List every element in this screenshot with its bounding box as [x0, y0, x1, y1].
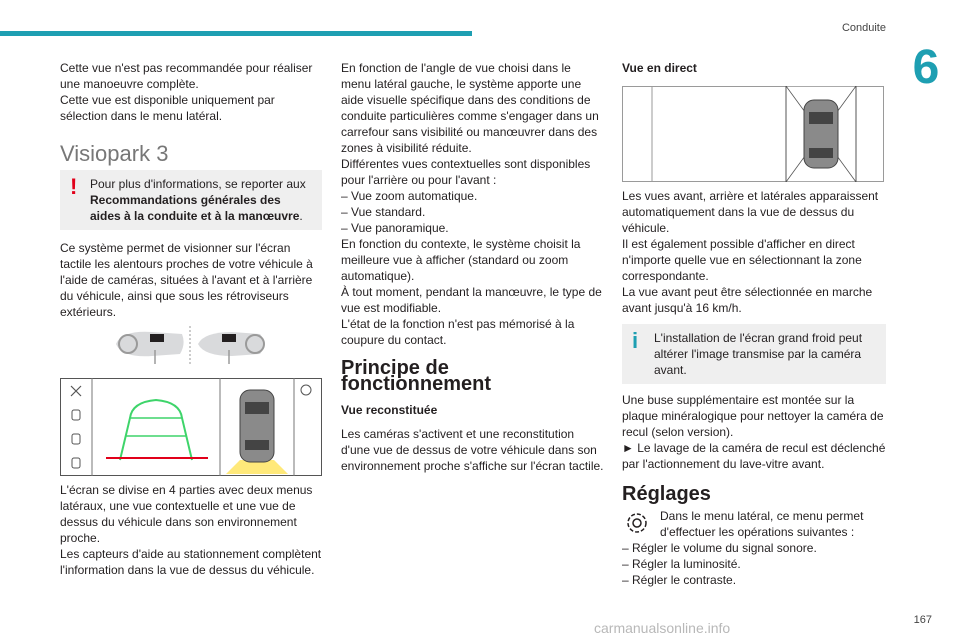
- paragraph: Une buse supplémentaire est montée sur la plaque minéralogique pour nettoyer la caméra de recul (selon version).: [622, 393, 884, 439]
- paragraph: Les vues avant, arrière et latérales apparaissent automatiquement dans la vue de dessus du véhicule.: [622, 189, 879, 235]
- chapter-accent-bar: [0, 31, 472, 36]
- paragraph: L'état de la fonction n'est pas mémorisé à la coupure du contact.: [341, 317, 575, 347]
- live-view-illustration: [622, 86, 884, 182]
- info-icon: i: [632, 328, 639, 353]
- paragraph: En fonction de l'angle de vue choisi dans le menu latéral gauche, le système apporte une aide visuelle spécifique dans des conditions de conduite particulières comme s'engager dans un carrefour sans visibilité ou manœuvrer dans des zones à visibilité réduite.: [341, 61, 599, 155]
- paragraph: La vue avant peut être sélectionnée en marche avant jusqu'à 16 km/h.: [622, 285, 873, 315]
- paragraph: Cette vue est disponible uniquement par sélection dans le menu latéral.: [60, 93, 275, 123]
- section-heading: Visiopark 3: [60, 141, 169, 166]
- warning-note: ! Pour plus d'informations, se reporter aux Recommandations générales des aides à la conduite et à la manœuvre.: [60, 170, 322, 230]
- page-number: 167: [913, 614, 932, 626]
- column-3-body: [622, 188, 886, 588]
- paragraph: Les caméras s'activent et une reconstitution d'une vue de dessus de votre véhicule dans son environnement proche s'affiche sur l'écran tactile.: [341, 427, 604, 473]
- info-note: i L'installation de l'écran grand froid peut altérer l'image transmise par la caméra avant.: [622, 324, 886, 384]
- paragraph: Différentes vues contextuelles sont disponibles pour l'arrière ou pour l'avant :: [341, 157, 591, 187]
- section-heading: Réglages: [622, 483, 711, 505]
- column-3: [622, 60, 886, 76]
- section-heading: Principe de fonctionnement: [341, 357, 491, 395]
- watermark: carmanualsonline.info: [594, 620, 731, 636]
- section-title: Conduite: [841, 22, 886, 34]
- paragraph: À tout moment, pendant la manœuvre, le type de vue est modifiable.: [341, 285, 602, 315]
- list-item: – Vue panoramique.: [341, 221, 449, 235]
- column-1: [60, 60, 322, 320]
- paragraph: Ce système permet de visionner sur l'écran tactile les alentours proches de votre véhicule à l'aide de caméras, situées à l'avant et à l'arrière du véhicule, ainsi que sous les rétroviseurs extérieurs.: [60, 241, 313, 319]
- list-item: – Vue standard.: [341, 205, 426, 219]
- paragraph: En fonction du contexte, le système choisit la meilleure vue à afficher (standard ou zoom automatique).: [341, 237, 581, 283]
- list-item: – Régler le volume du signal sonore.: [622, 541, 817, 555]
- settings-intro: Dans le menu latéral, ce menu permet d'effectuer les opérations suivantes :: [622, 508, 886, 540]
- column-1-bottom: [60, 482, 322, 578]
- list-item: – Régler la luminosité.: [622, 557, 741, 571]
- list-item: – Régler le contraste.: [622, 573, 737, 587]
- paragraph: L'écran se divise en 4 parties avec deux menus latéraux, une vue contextuelle et une vue de dessus du véhicule dans son environnement proche.: [60, 483, 313, 545]
- mirror-camera-illustration: [112, 324, 272, 368]
- subheading: Vue reconstituée: [341, 403, 438, 417]
- gear-icon: [622, 508, 652, 538]
- paragraph: Cette vue n'est pas recommandée pour réaliser une manoeuvre complète.: [60, 61, 313, 91]
- paragraph: ► Le lavage de la caméra de recul est déclenché par l'actionnement du lave-vitre avant.: [622, 441, 886, 471]
- subheading: Vue en direct: [622, 61, 697, 75]
- list-item: – Vue zoom automatique.: [341, 189, 478, 203]
- warning-icon: !: [70, 174, 78, 199]
- paragraph: Il est également possible d'afficher en direct n'importe quelle vue en sélectionnant la zone correspondante.: [622, 237, 862, 283]
- column-2: [341, 60, 604, 474]
- paragraph: Les capteurs d'aide au stationnement complètent l'information dans la vue de dessus du véhicule.: [60, 547, 322, 577]
- screen-layout-illustration: [60, 378, 322, 476]
- chapter-number: 6: [912, 41, 940, 94]
